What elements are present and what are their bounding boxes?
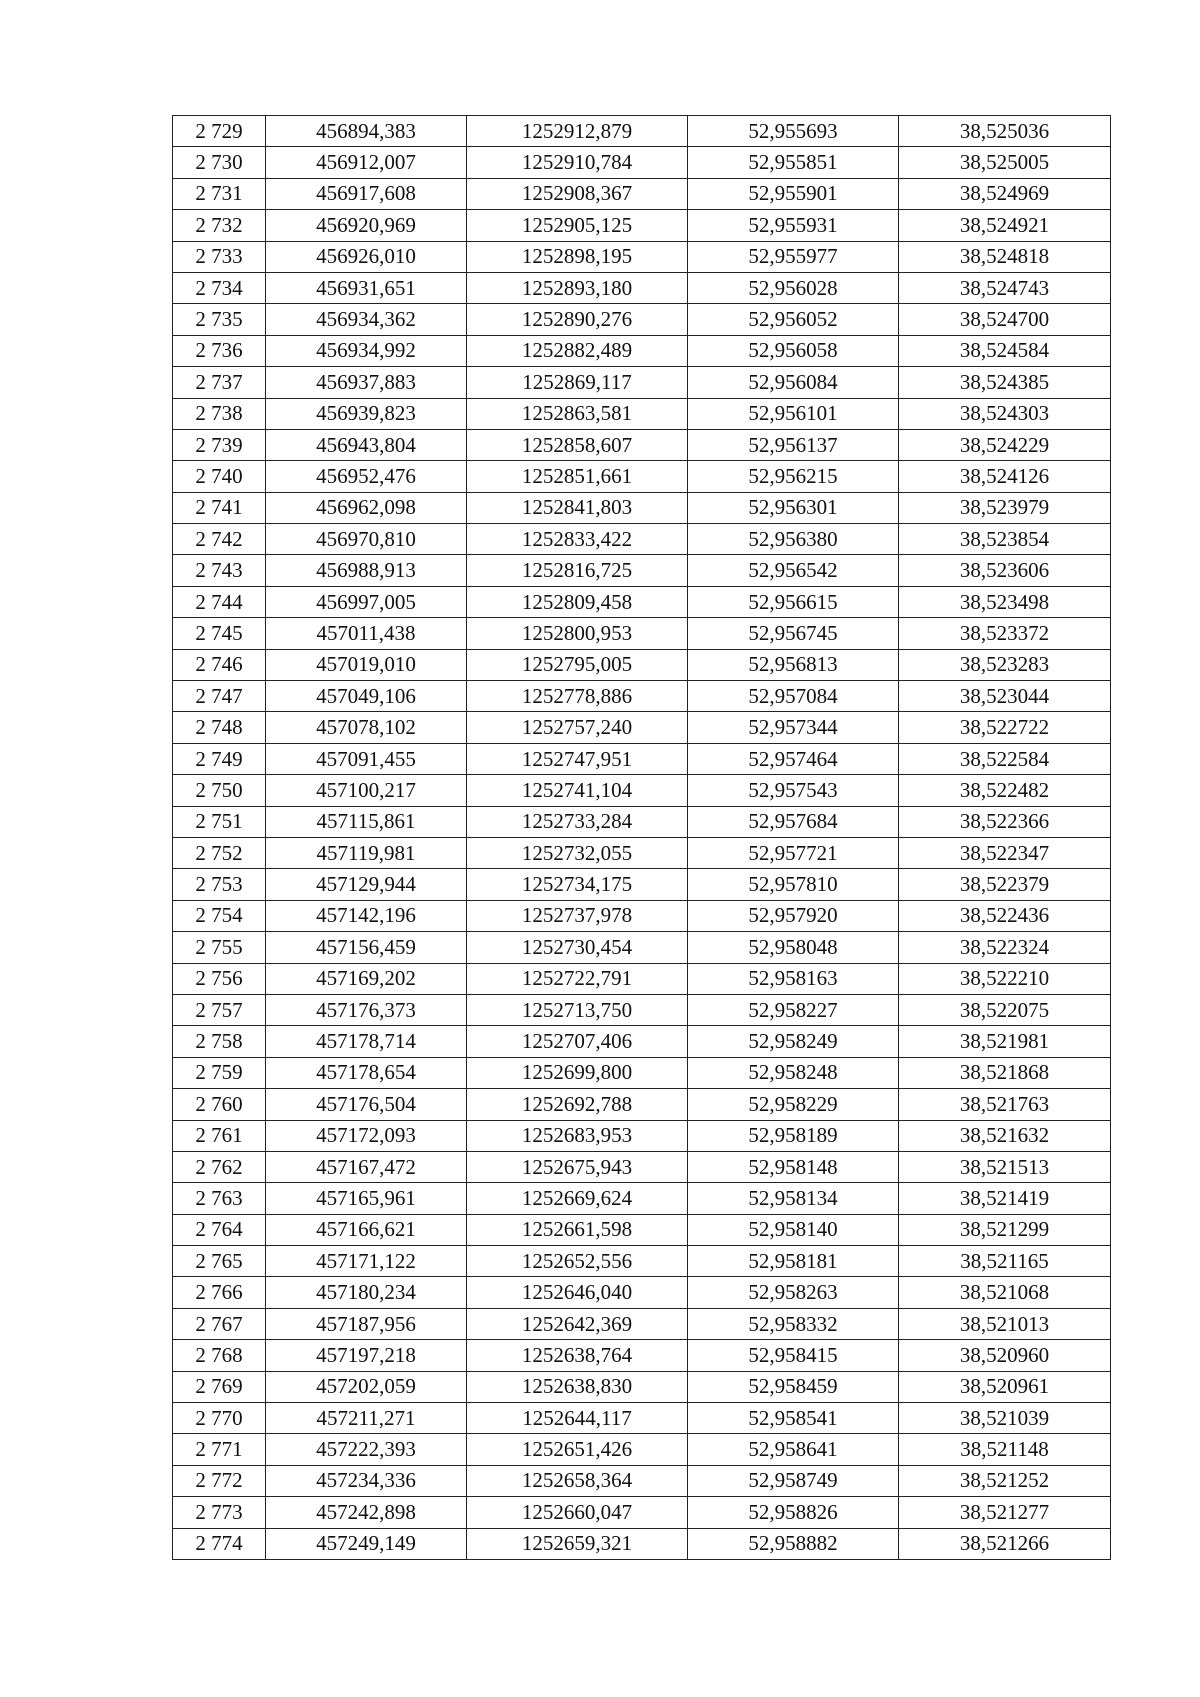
table-row	[173, 492, 1111, 523]
longitude-cell: 38,520961	[899, 1371, 1111, 1402]
table-row	[173, 1497, 1111, 1528]
table-row	[173, 775, 1111, 806]
table-row	[173, 1308, 1111, 1339]
latitude-cell: 52,956380	[688, 524, 899, 555]
table-row	[173, 367, 1111, 398]
coord-y-cell: 1252661,598	[467, 1214, 688, 1245]
point-number-cell: 2 738	[173, 398, 266, 429]
coord-y-cell: 1252669,624	[467, 1183, 688, 1214]
point-number-cell: 2 755	[173, 932, 266, 963]
table-row	[173, 1151, 1111, 1182]
longitude-cell: 38,521039	[899, 1403, 1111, 1434]
longitude-cell: 38,521165	[899, 1246, 1111, 1277]
longitude-cell: 38,523854	[899, 524, 1111, 555]
table-row	[173, 178, 1111, 209]
longitude-cell: 38,522210	[899, 963, 1111, 994]
coord-x-cell: 456988,913	[266, 555, 467, 586]
coord-y-cell: 1252747,951	[467, 743, 688, 774]
table-row	[173, 1528, 1111, 1559]
coord-y-cell: 1252778,886	[467, 681, 688, 712]
latitude-cell: 52,957464	[688, 743, 899, 774]
coord-y-cell: 1252882,489	[467, 335, 688, 366]
coord-x-cell: 457197,218	[266, 1340, 467, 1371]
latitude-cell: 52,958189	[688, 1120, 899, 1151]
coord-y-cell: 1252890,276	[467, 304, 688, 335]
coord-x-cell: 457176,373	[266, 994, 467, 1025]
table-row	[173, 712, 1111, 743]
coord-x-cell: 457249,149	[266, 1528, 467, 1559]
coord-x-cell: 456912,007	[266, 147, 467, 178]
longitude-cell: 38,524126	[899, 461, 1111, 492]
coord-x-cell: 456970,810	[266, 524, 467, 555]
table-row	[173, 555, 1111, 586]
coord-y-cell: 1252683,953	[467, 1120, 688, 1151]
longitude-cell: 38,524385	[899, 367, 1111, 398]
longitude-cell: 38,522482	[899, 775, 1111, 806]
coord-x-cell: 456917,608	[266, 178, 467, 209]
latitude-cell: 52,956101	[688, 398, 899, 429]
longitude-cell: 38,521868	[899, 1057, 1111, 1088]
coord-y-cell: 1252732,055	[467, 837, 688, 868]
longitude-cell: 38,522584	[899, 743, 1111, 774]
table-row	[173, 210, 1111, 241]
latitude-cell: 52,958181	[688, 1246, 899, 1277]
longitude-cell: 38,521299	[899, 1214, 1111, 1245]
point-number-cell: 2 745	[173, 618, 266, 649]
coord-y-cell: 1252699,800	[467, 1057, 688, 1088]
coord-x-cell: 456926,010	[266, 241, 467, 272]
coord-x-cell: 457167,472	[266, 1151, 467, 1182]
coord-y-cell: 1252912,879	[467, 116, 688, 147]
point-number-cell: 2 756	[173, 963, 266, 994]
coord-x-cell: 457156,459	[266, 932, 467, 963]
longitude-cell: 38,523283	[899, 649, 1111, 680]
latitude-cell: 52,958332	[688, 1308, 899, 1339]
latitude-cell: 52,956615	[688, 586, 899, 617]
point-number-cell: 2 768	[173, 1340, 266, 1371]
coord-y-cell: 1252898,195	[467, 241, 688, 272]
latitude-cell: 52,957684	[688, 806, 899, 837]
latitude-cell: 52,956542	[688, 555, 899, 586]
latitude-cell: 52,958641	[688, 1434, 899, 1465]
table-row	[173, 618, 1111, 649]
point-number-cell: 2 760	[173, 1089, 266, 1120]
coordinates-table	[172, 115, 1111, 1560]
coord-x-cell: 457178,654	[266, 1057, 467, 1088]
table-row	[173, 586, 1111, 617]
coord-x-cell: 457142,196	[266, 900, 467, 931]
coord-x-cell: 456894,383	[266, 116, 467, 147]
table-row	[173, 147, 1111, 178]
longitude-cell: 38,521013	[899, 1308, 1111, 1339]
point-number-cell: 2 771	[173, 1434, 266, 1465]
coord-x-cell: 456943,804	[266, 429, 467, 460]
coord-y-cell: 1252757,240	[467, 712, 688, 743]
coord-x-cell: 456934,362	[266, 304, 467, 335]
longitude-cell: 38,523372	[899, 618, 1111, 649]
coord-x-cell: 457129,944	[266, 869, 467, 900]
coord-x-cell: 457115,861	[266, 806, 467, 837]
coord-x-cell: 457172,093	[266, 1120, 467, 1151]
point-number-cell: 2 765	[173, 1246, 266, 1277]
point-number-cell: 2 742	[173, 524, 266, 555]
latitude-cell: 52,956058	[688, 335, 899, 366]
coord-y-cell: 1252910,784	[467, 147, 688, 178]
coord-y-cell: 1252730,454	[467, 932, 688, 963]
point-number-cell: 2 763	[173, 1183, 266, 1214]
table-row	[173, 1277, 1111, 1308]
point-number-cell: 2 774	[173, 1528, 266, 1559]
coord-y-cell: 1252863,581	[467, 398, 688, 429]
table-row	[173, 1120, 1111, 1151]
point-number-cell: 2 739	[173, 429, 266, 460]
latitude-cell: 52,958459	[688, 1371, 899, 1402]
point-number-cell: 2 773	[173, 1497, 266, 1528]
point-number-cell: 2 770	[173, 1403, 266, 1434]
coord-y-cell: 1252816,725	[467, 555, 688, 586]
coord-y-cell: 1252644,117	[467, 1403, 688, 1434]
coord-y-cell: 1252851,661	[467, 461, 688, 492]
coord-x-cell: 456952,476	[266, 461, 467, 492]
coord-y-cell: 1252869,117	[467, 367, 688, 398]
coord-x-cell: 457211,271	[266, 1403, 467, 1434]
longitude-cell: 38,523044	[899, 681, 1111, 712]
point-number-cell: 2 735	[173, 304, 266, 335]
point-number-cell: 2 746	[173, 649, 266, 680]
longitude-cell: 38,524229	[899, 429, 1111, 460]
point-number-cell: 2 762	[173, 1151, 266, 1182]
table-row	[173, 649, 1111, 680]
point-number-cell: 2 737	[173, 367, 266, 398]
point-number-cell: 2 759	[173, 1057, 266, 1088]
latitude-cell: 52,958134	[688, 1183, 899, 1214]
table-row	[173, 241, 1111, 272]
coord-x-cell: 457234,336	[266, 1465, 467, 1496]
point-number-cell: 2 729	[173, 116, 266, 147]
coord-x-cell: 456939,823	[266, 398, 467, 429]
coord-y-cell: 1252741,104	[467, 775, 688, 806]
latitude-cell: 52,955693	[688, 116, 899, 147]
longitude-cell: 38,522347	[899, 837, 1111, 868]
longitude-cell: 38,522366	[899, 806, 1111, 837]
coord-y-cell: 1252734,175	[467, 869, 688, 900]
coord-x-cell: 457178,714	[266, 1026, 467, 1057]
table-row	[173, 994, 1111, 1025]
coord-y-cell: 1252737,978	[467, 900, 688, 931]
longitude-cell: 38,522436	[899, 900, 1111, 931]
latitude-cell: 52,956745	[688, 618, 899, 649]
longitude-cell: 38,524743	[899, 272, 1111, 303]
coord-y-cell: 1252646,040	[467, 1277, 688, 1308]
table-row	[173, 1057, 1111, 1088]
point-number-cell: 2 734	[173, 272, 266, 303]
point-number-cell: 2 748	[173, 712, 266, 743]
point-number-cell: 2 743	[173, 555, 266, 586]
latitude-cell: 52,958749	[688, 1465, 899, 1496]
table-row	[173, 1371, 1111, 1402]
table-row	[173, 1465, 1111, 1496]
table-row	[173, 900, 1111, 931]
coord-x-cell: 457169,202	[266, 963, 467, 994]
longitude-cell: 38,520960	[899, 1340, 1111, 1371]
point-number-cell: 2 736	[173, 335, 266, 366]
point-number-cell: 2 764	[173, 1214, 266, 1245]
coordinates-table-body	[173, 116, 1111, 1560]
longitude-cell: 38,523498	[899, 586, 1111, 617]
longitude-cell: 38,522722	[899, 712, 1111, 743]
point-number-cell: 2 766	[173, 1277, 266, 1308]
coord-y-cell: 1252858,607	[467, 429, 688, 460]
coord-y-cell: 1252800,953	[467, 618, 688, 649]
latitude-cell: 52,958263	[688, 1277, 899, 1308]
coord-y-cell: 1252659,321	[467, 1528, 688, 1559]
latitude-cell: 52,956301	[688, 492, 899, 523]
coord-x-cell: 457049,106	[266, 681, 467, 712]
coord-x-cell: 456997,005	[266, 586, 467, 617]
coord-x-cell: 456962,098	[266, 492, 467, 523]
point-number-cell: 2 767	[173, 1308, 266, 1339]
point-number-cell: 2 731	[173, 178, 266, 209]
point-number-cell: 2 751	[173, 806, 266, 837]
point-number-cell: 2 744	[173, 586, 266, 617]
coord-y-cell: 1252642,369	[467, 1308, 688, 1339]
latitude-cell: 52,957721	[688, 837, 899, 868]
table-row	[173, 335, 1111, 366]
point-number-cell: 2 754	[173, 900, 266, 931]
coord-y-cell: 1252733,284	[467, 806, 688, 837]
longitude-cell: 38,524584	[899, 335, 1111, 366]
table-row	[173, 1214, 1111, 1245]
coord-x-cell: 457222,393	[266, 1434, 467, 1465]
coord-y-cell: 1252795,005	[467, 649, 688, 680]
latitude-cell: 52,958248	[688, 1057, 899, 1088]
point-number-cell: 2 753	[173, 869, 266, 900]
coord-y-cell: 1252713,750	[467, 994, 688, 1025]
coord-y-cell: 1252722,791	[467, 963, 688, 994]
latitude-cell: 52,956137	[688, 429, 899, 460]
point-number-cell: 2 757	[173, 994, 266, 1025]
latitude-cell: 52,957084	[688, 681, 899, 712]
coord-x-cell: 456920,969	[266, 210, 467, 241]
coord-x-cell: 457166,621	[266, 1214, 467, 1245]
coord-y-cell: 1252833,422	[467, 524, 688, 555]
longitude-cell: 38,521632	[899, 1120, 1111, 1151]
point-number-cell: 2 747	[173, 681, 266, 712]
table-row	[173, 1434, 1111, 1465]
point-number-cell: 2 769	[173, 1371, 266, 1402]
coord-y-cell: 1252651,426	[467, 1434, 688, 1465]
coord-x-cell: 457171,122	[266, 1246, 467, 1277]
table-row	[173, 398, 1111, 429]
latitude-cell: 52,958541	[688, 1403, 899, 1434]
coord-y-cell: 1252841,803	[467, 492, 688, 523]
coord-x-cell: 456931,651	[266, 272, 467, 303]
latitude-cell: 52,958227	[688, 994, 899, 1025]
point-number-cell: 2 761	[173, 1120, 266, 1151]
latitude-cell: 52,956813	[688, 649, 899, 680]
longitude-cell: 38,521763	[899, 1089, 1111, 1120]
latitude-cell: 52,958140	[688, 1214, 899, 1245]
coord-y-cell: 1252893,180	[467, 272, 688, 303]
latitude-cell: 52,956215	[688, 461, 899, 492]
coord-x-cell: 457119,981	[266, 837, 467, 868]
table-row	[173, 116, 1111, 147]
table-row	[173, 461, 1111, 492]
table-row	[173, 932, 1111, 963]
longitude-cell: 38,523606	[899, 555, 1111, 586]
table-row	[173, 869, 1111, 900]
table-row	[173, 963, 1111, 994]
table-row	[173, 429, 1111, 460]
longitude-cell: 38,525005	[899, 147, 1111, 178]
coord-x-cell: 457242,898	[266, 1497, 467, 1528]
latitude-cell: 52,958229	[688, 1089, 899, 1120]
table-row	[173, 806, 1111, 837]
point-number-cell: 2 749	[173, 743, 266, 774]
coord-y-cell: 1252692,788	[467, 1089, 688, 1120]
longitude-cell: 38,522075	[899, 994, 1111, 1025]
table-row	[173, 272, 1111, 303]
longitude-cell: 38,524700	[899, 304, 1111, 335]
longitude-cell: 38,524921	[899, 210, 1111, 241]
coord-x-cell: 457078,102	[266, 712, 467, 743]
point-number-cell: 2 741	[173, 492, 266, 523]
coord-y-cell: 1252905,125	[467, 210, 688, 241]
latitude-cell: 52,957810	[688, 869, 899, 900]
coord-y-cell: 1252638,830	[467, 1371, 688, 1402]
table-row	[173, 304, 1111, 335]
point-number-cell: 2 733	[173, 241, 266, 272]
latitude-cell: 52,955901	[688, 178, 899, 209]
point-number-cell: 2 730	[173, 147, 266, 178]
latitude-cell: 52,956052	[688, 304, 899, 335]
coord-x-cell: 457202,059	[266, 1371, 467, 1402]
coord-y-cell: 1252809,458	[467, 586, 688, 617]
table-row	[173, 681, 1111, 712]
point-number-cell: 2 772	[173, 1465, 266, 1496]
table-row	[173, 1183, 1111, 1214]
latitude-cell: 52,958826	[688, 1497, 899, 1528]
latitude-cell: 52,958249	[688, 1026, 899, 1057]
table-row	[173, 524, 1111, 555]
latitude-cell: 52,957344	[688, 712, 899, 743]
latitude-cell: 52,957543	[688, 775, 899, 806]
coord-y-cell: 1252658,364	[467, 1465, 688, 1496]
coord-x-cell: 457011,438	[266, 618, 467, 649]
latitude-cell: 52,958415	[688, 1340, 899, 1371]
longitude-cell: 38,521252	[899, 1465, 1111, 1496]
coord-x-cell: 456937,883	[266, 367, 467, 398]
table-row	[173, 1340, 1111, 1371]
table-row	[173, 1026, 1111, 1057]
longitude-cell: 38,521513	[899, 1151, 1111, 1182]
coord-x-cell: 457165,961	[266, 1183, 467, 1214]
coord-x-cell: 457180,234	[266, 1277, 467, 1308]
point-number-cell: 2 732	[173, 210, 266, 241]
coord-y-cell: 1252675,943	[467, 1151, 688, 1182]
coord-x-cell: 457187,956	[266, 1308, 467, 1339]
longitude-cell: 38,521981	[899, 1026, 1111, 1057]
longitude-cell: 38,525036	[899, 116, 1111, 147]
coord-x-cell: 457091,455	[266, 743, 467, 774]
latitude-cell: 52,958148	[688, 1151, 899, 1182]
coord-x-cell: 457019,010	[266, 649, 467, 680]
coord-y-cell: 1252652,556	[467, 1246, 688, 1277]
table-row	[173, 1403, 1111, 1434]
point-number-cell: 2 740	[173, 461, 266, 492]
coord-y-cell: 1252908,367	[467, 178, 688, 209]
coord-y-cell: 1252707,406	[467, 1026, 688, 1057]
latitude-cell: 52,958048	[688, 932, 899, 963]
latitude-cell: 52,958163	[688, 963, 899, 994]
longitude-cell: 38,524303	[899, 398, 1111, 429]
latitude-cell: 52,958882	[688, 1528, 899, 1559]
coord-x-cell: 456934,992	[266, 335, 467, 366]
longitude-cell: 38,521148	[899, 1434, 1111, 1465]
point-number-cell: 2 750	[173, 775, 266, 806]
longitude-cell: 38,523979	[899, 492, 1111, 523]
table-row	[173, 837, 1111, 868]
longitude-cell: 38,522379	[899, 869, 1111, 900]
longitude-cell: 38,521068	[899, 1277, 1111, 1308]
latitude-cell: 52,956028	[688, 272, 899, 303]
coord-y-cell: 1252638,764	[467, 1340, 688, 1371]
latitude-cell: 52,955851	[688, 147, 899, 178]
longitude-cell: 38,521277	[899, 1497, 1111, 1528]
coord-y-cell: 1252660,047	[467, 1497, 688, 1528]
longitude-cell: 38,522324	[899, 932, 1111, 963]
latitude-cell: 52,957920	[688, 900, 899, 931]
latitude-cell: 52,955977	[688, 241, 899, 272]
point-number-cell: 2 758	[173, 1026, 266, 1057]
longitude-cell: 38,524969	[899, 178, 1111, 209]
point-number-cell: 2 752	[173, 837, 266, 868]
table-row	[173, 1246, 1111, 1277]
table-row	[173, 743, 1111, 774]
latitude-cell: 52,955931	[688, 210, 899, 241]
coord-x-cell: 457100,217	[266, 775, 467, 806]
coord-x-cell: 457176,504	[266, 1089, 467, 1120]
table-row	[173, 1089, 1111, 1120]
longitude-cell: 38,521419	[899, 1183, 1111, 1214]
latitude-cell: 52,956084	[688, 367, 899, 398]
longitude-cell: 38,521266	[899, 1528, 1111, 1559]
longitude-cell: 38,524818	[899, 241, 1111, 272]
